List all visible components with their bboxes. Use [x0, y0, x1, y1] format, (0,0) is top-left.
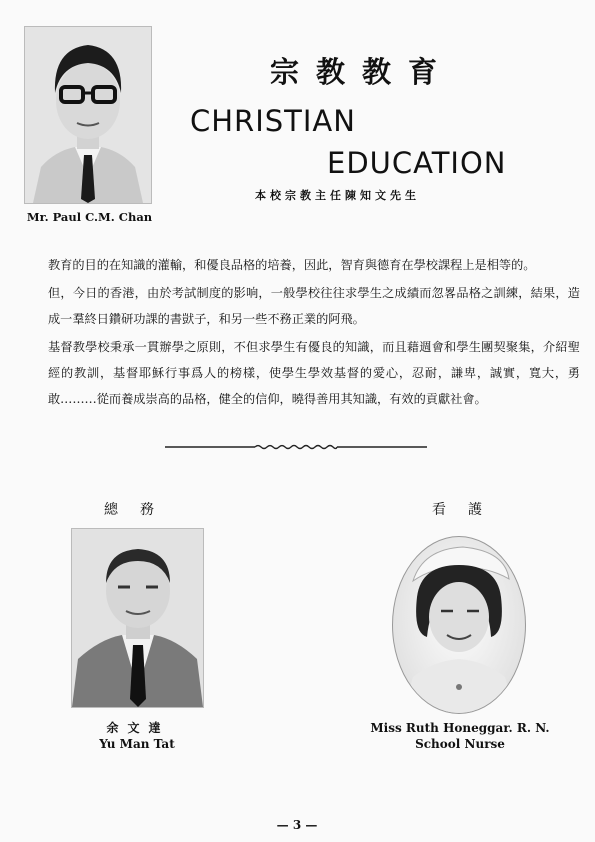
page-number: — 3 —: [276, 818, 318, 832]
portrait-ruth-honeggar: [392, 536, 526, 714]
article-body: [48, 252, 580, 414]
section-heading-nursing: 看護: [432, 502, 504, 518]
nurse-photo: [393, 537, 525, 713]
portrait-yu-man-tat: [71, 528, 204, 708]
man-in-suit-photo: [72, 529, 203, 707]
paragraph: 但，今日的香港，由於考試制度的影响，一般學校往往求學生之成績而忽畧品格之訓練，結果，造成一羣終日鑽研功課的書獃子，和另一些不務正業的阿飛。: [48, 286, 580, 326]
page-title-english-line1: CHRISTIAN: [190, 104, 356, 138]
section-heading-general-affairs: 總務: [104, 502, 176, 518]
page-subtitle: 本校宗教主任陳知文先生: [255, 189, 420, 202]
page-title-chinese: 宗教教育: [270, 55, 455, 89]
man-with-glasses-photo: [25, 27, 151, 203]
ornamental-divider: [165, 444, 427, 450]
paragraph: 基督教學校秉承一貫辦學之原則，不但求學生有優良的知識，而且藉週會和學生團契聚集，介紹聖經的教訓，基督耶穌行事爲人的榜樣，使學生學效基督的愛心，忍耐，謙卑，誠實，寬大，勇敢………從而養成崇高的品格，健全的信仰，曉得善用其知識，有效的貢獻社會。: [48, 340, 580, 406]
staff-name-chinese: 余文達: [106, 721, 170, 735]
paragraph: 教育的目的在知識的灌輸，和優良品格的培養，因此，智育與德育在學校課程上是相等的。: [48, 258, 536, 272]
nurse-role: School Nurse: [415, 737, 505, 751]
portrait-paul-chan: [24, 26, 152, 204]
portrait-caption: Mr. Paul C.M. Chan: [26, 210, 153, 224]
page-title-english-line2: EDUCATION: [327, 146, 507, 180]
staff-name-english: Yu Man Tat: [99, 737, 175, 751]
nurse-name: Miss Ruth Honeggar. R. N.: [370, 721, 550, 735]
